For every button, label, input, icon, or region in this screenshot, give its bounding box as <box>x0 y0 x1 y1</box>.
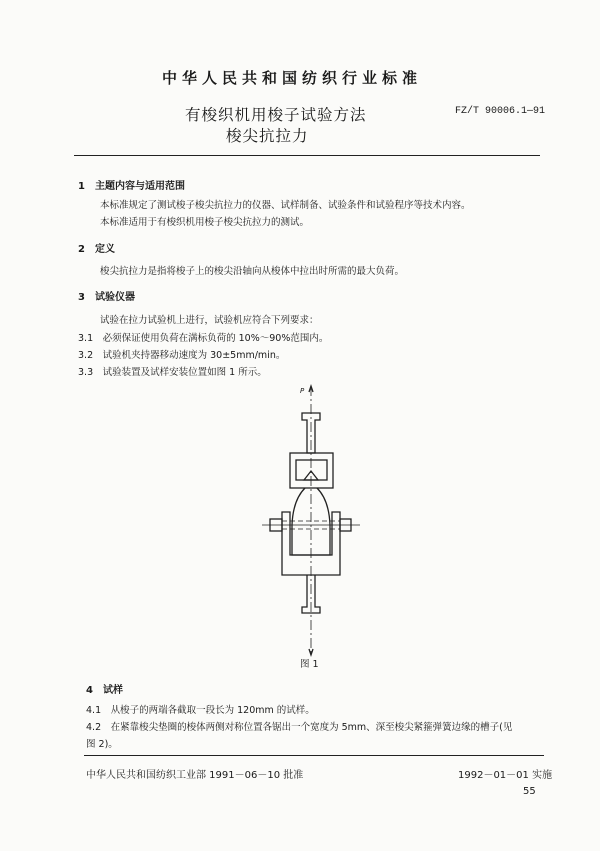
effective-date: 1992－01－01 实施 <box>458 770 553 781</box>
approval-date: 中华人民共和国纺织工业部 1991－06－10 批准 <box>86 770 304 781</box>
section-3-item: 3.1 必须保证使用负荷在满标负荷的 10%～90%范围内。 <box>78 333 329 344</box>
doc-subtitle: 梭尖抗拉力 <box>226 127 309 145</box>
figure-caption: 图 1 <box>300 659 319 670</box>
section-2-heading: 2 定义 <box>78 244 115 255</box>
section-4-heading: 4 试样 <box>86 685 123 696</box>
issuing-body: 中华人民共和国纺织行业标准 <box>162 69 423 87</box>
section-3-item: 3.3 试验装置及试样安装位置如图 1 所示。 <box>78 367 267 378</box>
force-label: P <box>300 387 305 395</box>
section-3-para: 试验在拉力试验机上进行，试验机应符合下列要求： <box>100 315 319 326</box>
page-number: 55 <box>523 786 536 797</box>
section-1-heading: 1 主题内容与适用范围 <box>78 181 185 192</box>
section-3-heading: 3 试验仪器 <box>78 292 135 303</box>
section-3-item: 3.2 试验机夹持器移动速度为 30±5mm/min。 <box>78 350 286 361</box>
section-2-para: 梭尖抗拉力是指将梭子上的梭尖沿轴向从梭体中拉出时所需的最大负荷。 <box>100 266 405 277</box>
standard-code: FZ/T 90006.1—91 <box>455 106 546 117</box>
section-4-item: 4.2 在紧靠梭尖垫圈的梭体两侧对称位置各锯出一个宽度为 5mm、深至梭尖紧箍弹簧边缘的槽子(见 <box>86 722 513 733</box>
footer-rule <box>84 755 544 756</box>
section-1-para: 本标准规定了测试梭子梭尖抗拉力的仪器、试样制备、试验条件和试验程序等技术内容。 <box>100 200 471 211</box>
section-4-item: 图 2)。 <box>86 739 118 750</box>
section-4-item: 4.1 从梭子的两端各截取一段长为 120mm 的试样。 <box>86 705 315 716</box>
section-1-para: 本标准适用于有梭织机用梭子梭尖抗拉力的测试。 <box>100 217 310 228</box>
doc-title: 有梭织机用梭子试验方法 <box>185 106 367 124</box>
